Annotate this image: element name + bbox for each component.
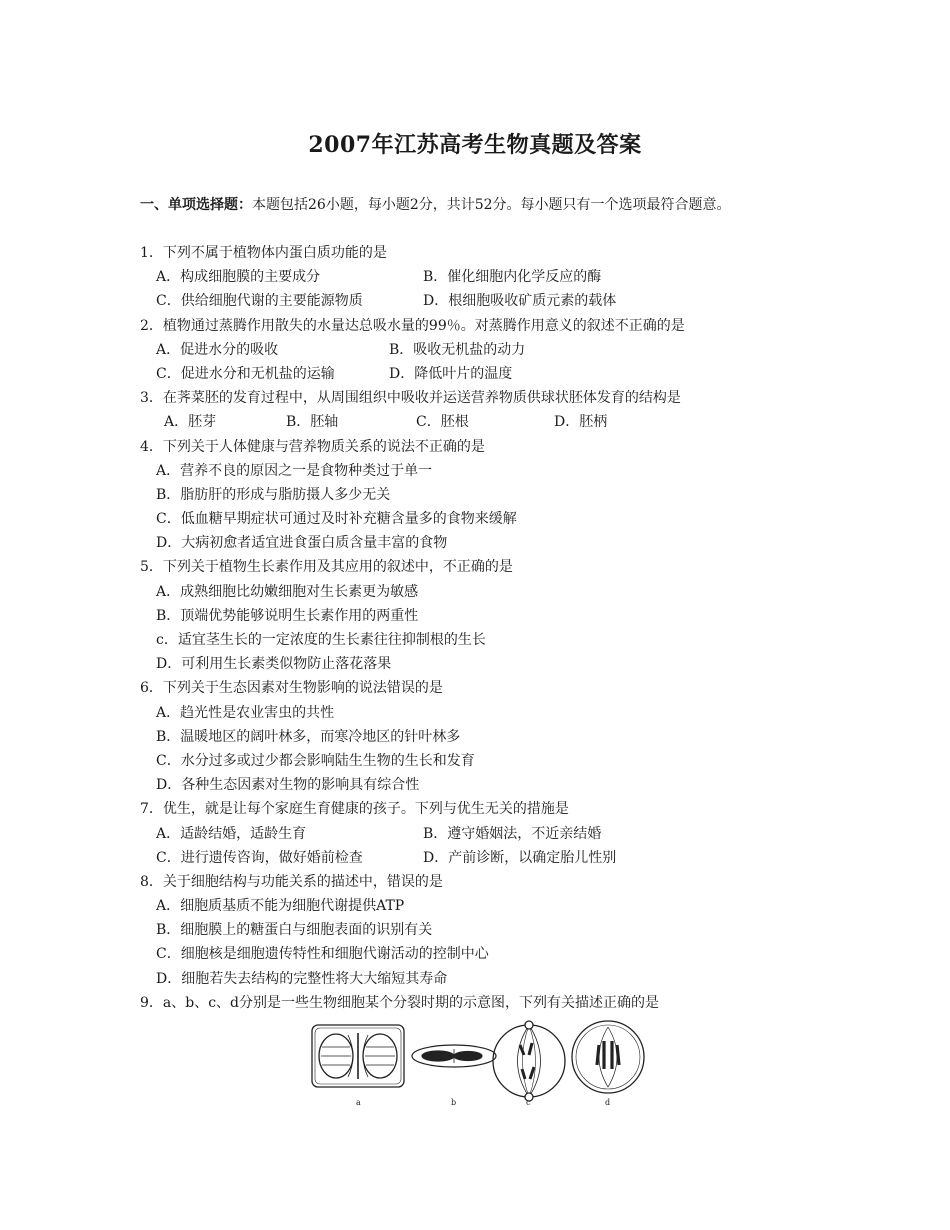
option: D．根细胞吸收矿质元素的载体 [423,293,617,310]
question-stem: 9．a、b、c、d分别是一些生物细胞某个分裂时期的示意图，下列有关描述正确的是 [140,994,660,1011]
option: C．胚根 [416,414,469,431]
question-stem: 2．植物通过蒸腾作用散失的水量达总吸水量的99％。对蒸腾作用意义的叙述不正确的是 [140,317,685,334]
option-row [140,822,840,846]
option: B．吸收无机盐的动力 [389,341,526,358]
cell-diagram-d [572,1021,644,1093]
cell-diagram-a [312,1025,404,1087]
option: D．产前诊断，以确定胎儿性别 [423,849,617,866]
option-row [140,846,840,870]
cell-division-figure [308,1015,650,1107]
option: A．营养不良的原因之一是食物种类过于单一 [156,462,433,479]
option: A．胚芽 [164,414,217,431]
figure-label-a: a [356,1098,361,1107]
option: D．各种生态因素对生物的影响具有综合性 [156,777,420,794]
option: B．温暖地区的阔叶林多，而寒冷地区的针叶林多 [156,728,461,745]
figure-label-c: c [526,1098,531,1107]
option: B．胚轴 [286,414,339,431]
cell-diagram-b [412,1045,496,1067]
option: c．适宜茎生长的一定浓度的生长素往往抑制根的生长 [156,632,486,648]
option: A．细胞质基质不能为细胞代谢提供ATP [156,898,405,915]
option-row [140,338,840,362]
section-heading [140,194,731,214]
option: D．细胞若失去结构的完整性将大大缩短其寿命 [156,970,448,987]
option: B．遵守婚姻法，不近亲结婚 [423,825,602,842]
option-row [140,265,840,289]
option: B．脂肪肝的形成与脂肪摄人多少无关 [156,486,391,503]
question-list [140,241,840,1015]
option: A．构成细胞膜的主要成分 [156,269,321,286]
option: D．大病初愈者适宜进食蛋白质含量丰富的食物 [156,535,448,552]
option: A．趋光性是农业害虫的共性 [156,704,335,721]
option-row [140,362,840,386]
option: C．细胞核是细胞遗传特性和细胞代谢活动的控制中心 [156,946,489,963]
option: B．顶端优势能够说明生长素作用的两重性 [156,607,419,624]
option: C．供给细胞代谢的主要能源物质 [156,293,363,310]
option: D．降低叶片的温度 [389,365,513,382]
question-stem: 8．关于细胞结构与功能关系的描述中，错误的是 [140,873,443,890]
question-stem: 6．下列关于生态因素对生物影响的说法错误的是 [140,680,443,697]
option-row [140,289,840,313]
question-stem: 3．在荠菜胚的发育过程中，从周围组织中吸收并运送营养物质供球状胚体发育的结构是 [140,390,681,407]
option: D．可利用生长素类似物防止落花落果 [156,656,392,673]
option: A．成熟细胞比幼嫩细胞对生长素更为敏感 [156,583,419,600]
cell-diagram-c [493,1021,565,1101]
option: B．催化细胞内化学反应的酶 [423,269,602,286]
option-row [140,410,840,434]
section-description: 本题包括26小题，每小题2分，共计52分。每小题只有一个选项最符合题意。 [252,197,731,213]
question-stem: 7．优生，就是让每个家庭生育健康的孩子。下列与优生无关的措施是 [140,801,569,818]
question-stem: 5．下列关于植物生长素作用及其应用的叙述中，不正确的是 [140,559,513,576]
option: D．胚柄 [554,414,608,431]
figure-label-b: b [451,1098,457,1107]
option: B．细胞膜上的糖蛋白与细胞表面的识别有关 [156,922,433,939]
option: A．促进水分的吸收 [156,341,279,358]
section-label: 一、单项选择题： [140,197,252,213]
question-stem: 4．下列关于人体健康与营养物质关系的说法不正确的是 [140,438,485,455]
option: C．水分过多或过少都会影响陆生生物的生长和发育 [156,752,475,769]
option: C．进行遗传咨询，做好婚前检查 [156,849,363,866]
option: C．低血糖早期症状可通过及时补充糖含量多的食物来缓解 [156,511,517,528]
option: A．适龄结婚，适龄生育 [156,825,307,842]
page-title: 2007年江苏高考生物真题及答案 [308,132,642,158]
question-stem: 1．下列不属于植物体内蛋白质功能的是 [140,245,387,261]
option: C．促进水分和无机盐的运输 [156,365,335,382]
figure-label-d: d [605,1098,611,1107]
